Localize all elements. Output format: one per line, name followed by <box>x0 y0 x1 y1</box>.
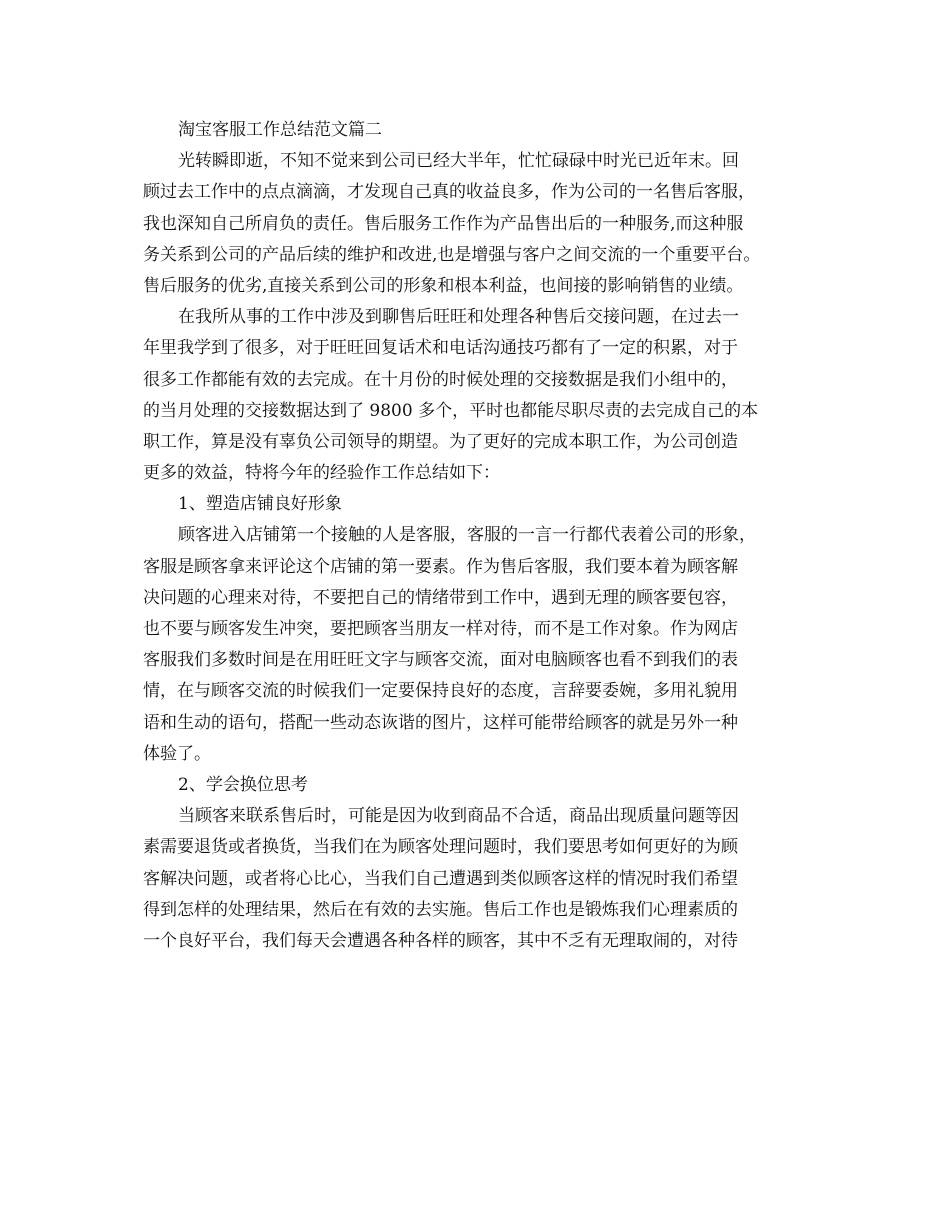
text-line: 更多的效益，特将今年的经验作工作总结如下： <box>143 463 500 484</box>
text-line: 当顾客来联系售后时，可能是因为收到商品不合适，商品出现质量问题等因 <box>178 806 739 827</box>
text-line: 顾过去工作中的点点滴滴，才发现自己真的收益良多，作为公司的一名售后客服， <box>143 182 755 203</box>
text-line: 我也深知自己所肩负的责任。售后服务工作作为产品售出后的一种服务,而这种服 <box>143 213 744 234</box>
text-line: 语和生动的语句，搭配一些动态诙谐的图片，这样可能带给顾客的就是另外一种 <box>143 712 738 733</box>
text-line: 年里我学到了很多，对于旺旺回复话术和电话沟通技巧都有了一定的积累，对于 <box>143 338 738 359</box>
text-line: 客服我们多数时间是在用旺旺文字与顾客交流，面对电脑顾客也看不到我们的表 <box>143 650 738 671</box>
text-line: 很多工作都能有效的去完成。在十月份的时候处理的交接数据是我们小组中的， <box>143 369 738 390</box>
text-line: 也不要与顾客发生冲突，要把顾客当朋友一样对待，而不是工作对象。作为网店 <box>143 619 738 639</box>
text-line: 光转瞬即逝，不知不觉来到公司已经大半年，忙忙碌碌中时光已近年末。回 <box>178 151 739 172</box>
text-line: 2、学会换位思考 <box>178 774 308 795</box>
text-line: 体验了。 <box>143 743 211 764</box>
text-line: 职工作，算是没有辜负公司领导的期望。为了更好的完成本职工作，为公司创造 <box>143 431 738 452</box>
text-line: 售后服务的优劣,直接关系到公司的形象和根本利益，也间接的影响销售的业绩。 <box>143 275 744 296</box>
text-line: 务关系到公司的产品后续的维护和改进,也是增强与客户之间交流的一个重要平台。 <box>143 244 761 265</box>
text-line: 情，在与顾客交流的时候我们一定要保持良好的态度，言辞要委婉，多用礼貌用 <box>143 681 738 702</box>
text-line: 顾客进入店铺第一个接触的人是客服，客服的一言一行都代表着公司的形象， <box>178 525 756 546</box>
text-line: 淘宝客服工作总结范文篇二 <box>178 120 382 140</box>
document-body <box>143 115 813 957</box>
text-line: 素需要退货或者换货，当我们在为顾客处理问题时，我们要思考如何更好的为顾 <box>143 837 738 858</box>
text-line: 的当月处理的交接数据达到了 9800 多个，平时也都能尽职尽责的去完成自己的本 <box>143 400 759 421</box>
text-line: 决问题的心理来对待，不要把自己的情绪带到工作中，遇到无理的顾客要包容， <box>143 587 738 608</box>
text-line: 客服是顾客拿来评论这个店铺的第一要素。作为售后客服，我们要本着为顾客解 <box>143 556 738 577</box>
text-line: 在我所从事的工作中涉及到聊售后旺旺和处理各种售后交接问题，在过去一 <box>178 307 739 328</box>
text-line: 1、塑造店铺良好形象 <box>178 494 342 515</box>
text-line: 客解决问题，或者将心比心，当我们自己遭遇到类似顾客这样的情况时我们希望 <box>143 868 738 889</box>
text-line: 得到怎样的处理结果，然后在有效的去实施。售后工作也是锻炼我们心理素质的 <box>143 899 738 920</box>
text-line: 一个良好平台，我们每天会遭遇各种各样的顾客，其中不乏有无理取闹的，对待 <box>143 930 738 951</box>
